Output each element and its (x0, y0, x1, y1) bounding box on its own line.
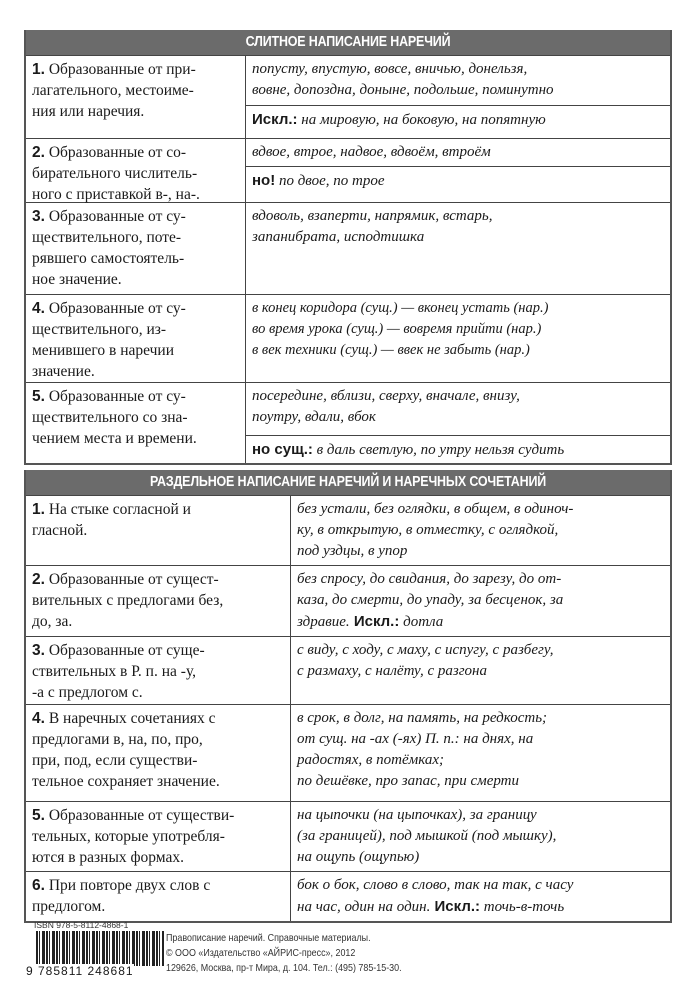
rule-text: Образованные от су- ществительного со зна- чением места и времени. (32, 388, 197, 447)
rule-number: 6. (32, 877, 45, 894)
table-title: СЛИТНОЕ НАПИСАНИЕ НАРЕЧИЙ (71, 30, 625, 55)
rule-text: Образованные от сущест- вительных с предлогами без, до, за. (32, 571, 224, 630)
rule-text: В наречных сочетаниях с предлогами в, на, по, про, при, под, если существи- тельное сохраняет значение. (32, 710, 220, 790)
rule-number: 5. (32, 388, 45, 405)
rule-text: Образованные от су- ществительного, поте- рявшего самостоятель- ное значение. (32, 208, 186, 288)
rule-number: 4. (32, 300, 45, 317)
table-row (26, 636, 670, 704)
rule-number: 2. (32, 144, 45, 161)
rule-number: 2. (32, 571, 45, 588)
rule-text: Образованные от существи- тельных, которые употребля- ются в разных формах. (32, 807, 235, 866)
exception-text: точь-в-точь (480, 899, 565, 915)
table-title: РАЗДЕЛЬНОЕ НАПИСАНИЕ НАРЕЧИЙ И НАРЕЧНЫХ СОЧЕТАНИЙ (71, 470, 625, 495)
table-row (26, 495, 670, 565)
rule-cell (26, 496, 291, 565)
rule-cell (26, 872, 291, 921)
exception-label: но! (252, 172, 276, 189)
rule-text: Образованные от су- ществительного, из- менившего в наречии значение. (32, 300, 186, 380)
copyright: © ООО «Издательство «АЙРИС-пресс», 2012 (166, 947, 356, 959)
rule-text: Образованные от со- бирательного числитель- ного с приставкой в-, на-. (32, 144, 200, 203)
publication-title: Правописание наречий. Справочные материалы. (166, 932, 371, 944)
publisher-footer (24, 920, 664, 980)
rule-number: 1. (32, 501, 45, 518)
rule-number: 3. (32, 642, 45, 659)
publisher-address: 129626, Москва, пр-т Мира, д. 104. Тел.: (495) 785-15-30. (166, 962, 402, 974)
rule-cell (26, 802, 291, 871)
rule-number: 3. (32, 208, 45, 225)
rule-number: 5. (32, 807, 45, 824)
examples-cell: с виду, с ходу, с маху, с испугу, с разбегу, с размаху, с налёту, с разгона (297, 642, 554, 679)
table-row (26, 704, 670, 801)
examples-cell: в конец коридора (сущ.) — вконец устать (нар.) во время урока (сущ.) — вовремя прийти (нар.) в век техники (сущ.) — ввек не забыть (нар.) (252, 300, 549, 358)
rule-cell (26, 383, 246, 463)
rule-cell (26, 637, 291, 704)
exception-text: дотла (399, 614, 444, 630)
exception-text: в даль светлую, по утру нельзя судить (312, 442, 565, 458)
examples-cell: вдвое, втрое, надвое, вдвоём, втроём (252, 144, 491, 160)
rule-text: Образованные от суще- ствительных в Р. п. на -у, -а с предлогом с. (32, 642, 205, 701)
table-row (26, 565, 670, 636)
table-fused-spelling (24, 30, 672, 465)
examples-cell (291, 872, 670, 921)
rule-cell (26, 139, 246, 202)
rule-cell (26, 705, 291, 801)
rule-text: При повторе двух слов с предлогом. (32, 877, 211, 915)
examples-cell: без устали, без оглядки, в общем, в одиноч- ку, в открытую, в отместку, с оглядкой, под уздцы, в упор (297, 501, 574, 559)
table-row (26, 294, 670, 382)
table-row (26, 138, 670, 202)
table-row (26, 202, 670, 294)
examples-cell: на цыпочки (на цыпочках), за границу (за границей), под мышкой (под мышку), на ощупь (ощупью) (297, 807, 557, 865)
exception-label: но сущ.: (252, 441, 313, 458)
rule-cell (26, 295, 246, 382)
exception-text: на мировую, на боковую, на попятную (297, 112, 546, 128)
exception-label: Искл.: (252, 111, 298, 128)
rule-cell (26, 566, 291, 636)
examples-text: без спросу, до свидания, до зарезу, до от- каза, до смерти, до упаду, за бесценок, за здравие. (297, 571, 564, 630)
examples-cell (291, 566, 670, 636)
barcode-icon (36, 931, 164, 966)
examples-cell: посередине, вблизи, сверху, вначале, внизу, поутру, вдали, вбок (252, 388, 520, 425)
rule-text: На стыке согласной и гласной. (32, 501, 191, 539)
barcode-number: 9 785811 248681 (26, 964, 134, 978)
exception-label: Искл.: (430, 898, 481, 915)
table-row (26, 801, 670, 871)
examples-cell: попусту, впустую, вовсе, вничью, донельзя, вовне, допоздна, доныне, подольше, поминутно (252, 61, 554, 98)
examples-text: бок о бок, слово в слово, так на так, с часу на час, один на один. (297, 877, 574, 915)
table-separate-spelling (24, 470, 672, 923)
rule-number: 1. (32, 61, 45, 78)
exception-text: по двое, по трое (275, 173, 385, 189)
rule-text: Образованные от при- лагательного, местоиме- ния или наречия. (32, 61, 196, 120)
rule-number: 4. (32, 710, 45, 727)
rule-cell (26, 203, 246, 294)
exception-cell (246, 166, 670, 202)
table-row (26, 871, 670, 921)
publisher-info (166, 931, 402, 976)
table-row (26, 55, 670, 138)
examples-cell: вдоволь, взаперти, напрямик, встарь, запанибрата, исподтишка (252, 208, 493, 245)
isbn: ISBN 978-5-8112-4868-1 (34, 920, 129, 930)
exception-label: Искл.: (349, 613, 400, 630)
rule-cell (26, 56, 246, 138)
table-row (26, 382, 670, 463)
examples-cell: в срок, в долг, на память, на редкость; от сущ. на -ах (-ях) П. п.: на днях, на радостях, в потёмках; по дешёвке, про запас, при смерти (297, 710, 548, 789)
exception-cell (246, 435, 670, 464)
exception-cell (246, 105, 670, 138)
